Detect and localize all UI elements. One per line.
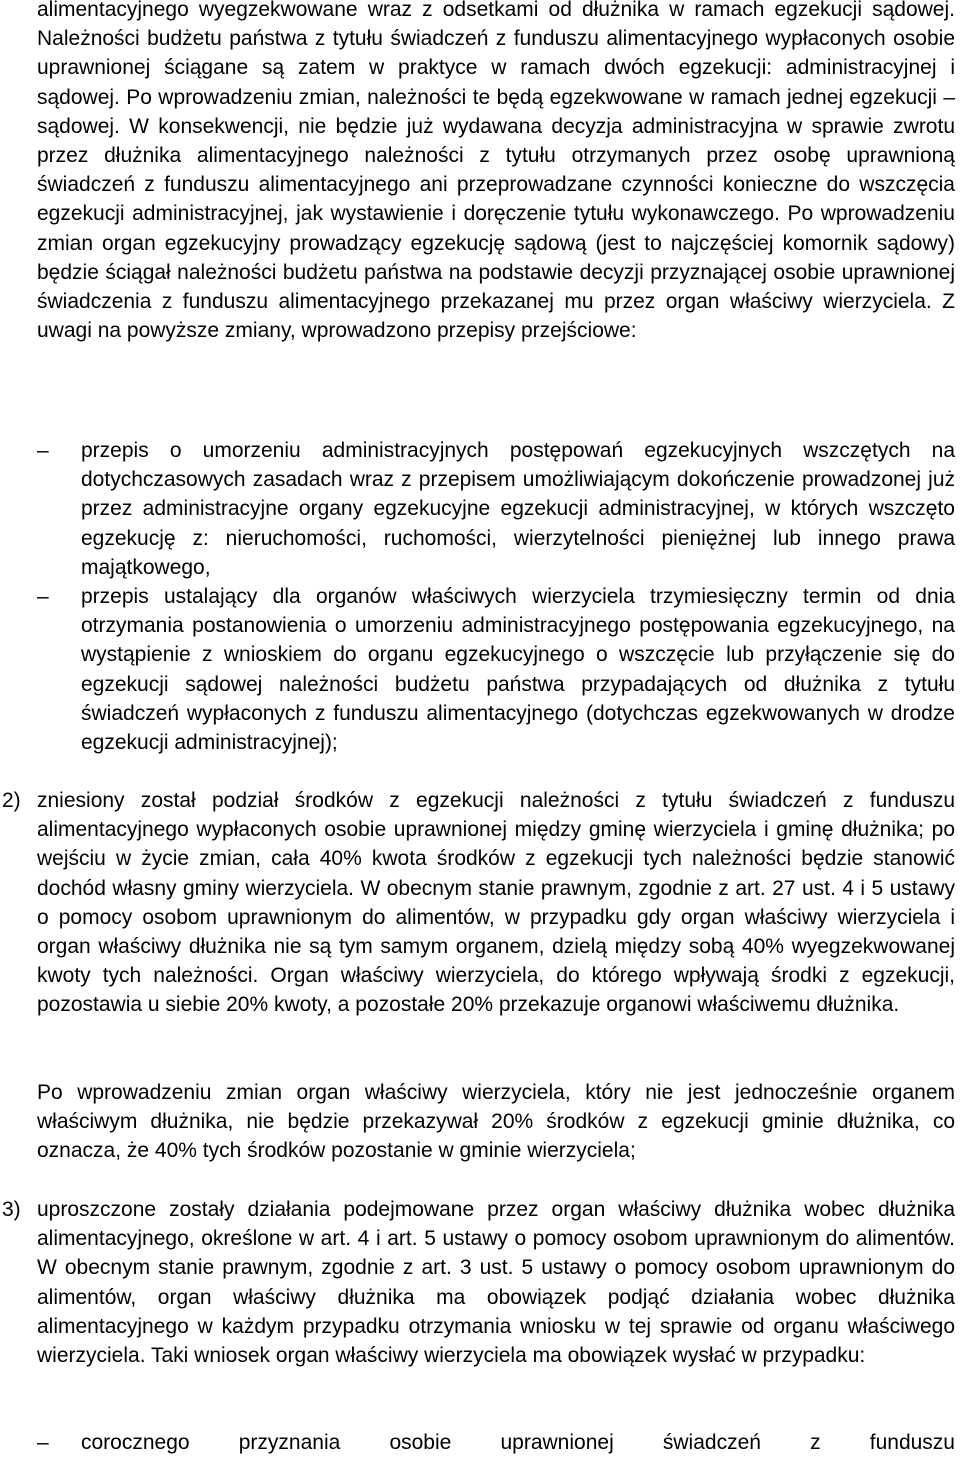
item-2-paragraph-2: Po wprowadzeniu zmian organ właściwy wierzyciela, który nie jest jednocześnie organem właściwym dłużnika, nie będzie przekazywał 20% środków z egzekucji gminie dłużnika, co oznacza, że 40% tych środków pozostanie w gminie wierzyciela; <box>37 1081 955 1163</box>
list-marker-2: 2) <box>2 789 21 812</box>
item-2-paragraph-1: zniesiony został podział środków z egzekucji należności z tytułu świadczeń z funduszu alimentacyjnego wypłaconych osobie uprawnionej między gminę wierzyciela i gminę dłużnika; po wejściu w życie zmian, cała 40% kwota środków z egzekucji tych należności będzie stanowić dochód własny gminy wierzyciela. W obecnym stanie prawnym, zgodnie z art. 27 ust. 4 i 5 ustawy o pomocy osobom uprawnionym do alimentów, w przypadku gdy organ właściwy wierzyciela i organ właściwy dłużnika nie są tym samym organem, dzielą między sobą 40% wyegzekwowanej kwoty tych należności. Organ właściwy wierzyciela, do którego wpływają środki z egzekucji, pozostawia u siebie 20% kwoty, a pozostałe 20% przekazuje organowi właściwemu dłużnika. <box>37 789 955 1017</box>
dash-marker-3: – <box>37 1431 49 1454</box>
dash-item-3: corocznego przyznania osobie uprawnionej świadczeń z funduszu <box>81 1431 955 1454</box>
intro-paragraph: alimentacyjnego wyegzekwowane wraz z odsetkami od dłużnika w ramach egzekucji sądowej. Należności budżetu państwa z tytułu świadczeń z funduszu alimentacyjnego wypłaconych osobie uprawnionej ściągane są zatem w praktyce w ramach dwóch egzekucji: administracyjnej i sądowej. Po wprowadzeniu zmian, należności te będą egzekwowane w ramach jednej egzekucji – sądowej. W konsekwencji, nie będzie już wydawana decyzja administracyjna w sprawie zwrotu przez dłużnika alimentacyjnego należności z tytułu otrzymanych przez osobę uprawnioną świadczeń z funduszu alimentacyjnego ani przeprowadzane czynności konieczne do wszczęcia egzekucji administracyjnej, jak wystawienie i doręczenie tytułu wykonawczego. Po wprowadzeniu zmian organ egzekucyjny prowadzący egzekucję sądową (jest to najczęściej komornik sądowy) będzie ściągał należności budżetu państwa na podstawie decyzji przyznającej osobie uprawnionej świadczenia z funduszu alimentacyjnego przekazanej mu przez organ właściwy wierzyciela. Z uwagi na powyższe zmiany, wprowadzono przepisy przejściowe: <box>37 0 955 343</box>
list-marker-3: 3) <box>2 1198 21 1221</box>
dash-marker-1: – <box>37 439 49 462</box>
dash-marker-2: – <box>37 585 49 608</box>
item-3-paragraph-1: uproszczone zostały działania podejmowane przez organ właściwy dłużnika wobec dłużnika alimentacyjnego, określone w art. 4 i art. 5 ustawy o pomocy osobom uprawnionym do alimentów. W obecnym stanie prawnym, zgodnie z art. 3 ust. 5 ustawy o pomocy osobom uprawnionym do alimentów, organ właściwy dłużnika ma obowiązek podjąć działania wobec dłużnika alimentacyjnego w każdym przypadku otrzymania wniosku w tej sprawie od organu właściwego wierzyciela. Taki wniosek organ właściwy wierzyciela ma obowiązek wysłać w przypadku: <box>37 1198 955 1368</box>
dash-item-2: przepis ustalający dla organów właściwych wierzyciela trzymiesięczny termin od dnia otrzymania postanowienia o umorzeniu administracyjnego postępowania egzekucyjnego, na wystąpienie z wnioskiem do organu egzekucyjnego o wszczęcie lub przyłączenie się do egzekucji sądowej należności budżetu państwa przypadających od dłużnika z tytułu świadczeń wypłaconych z funduszu alimentacyjnego (dotychczas egzekwowanych w drodze egzekucji administracyjnej); <box>81 585 955 755</box>
dash-item-1: przepis o umorzeniu administracyjnych postępowań egzekucyjnych wszczętych na dotychczasowych zasadach wraz z przepisem umożliwiającym dokończenie prowadzonej już przez administracyjne organy egzekucyjne egzekucji administracyjnej, w których wszczęto egzekucję z: nieruchomości, ruchomości, wierzytelności pieniężnej lub innego prawa majątkowego, <box>81 439 955 579</box>
